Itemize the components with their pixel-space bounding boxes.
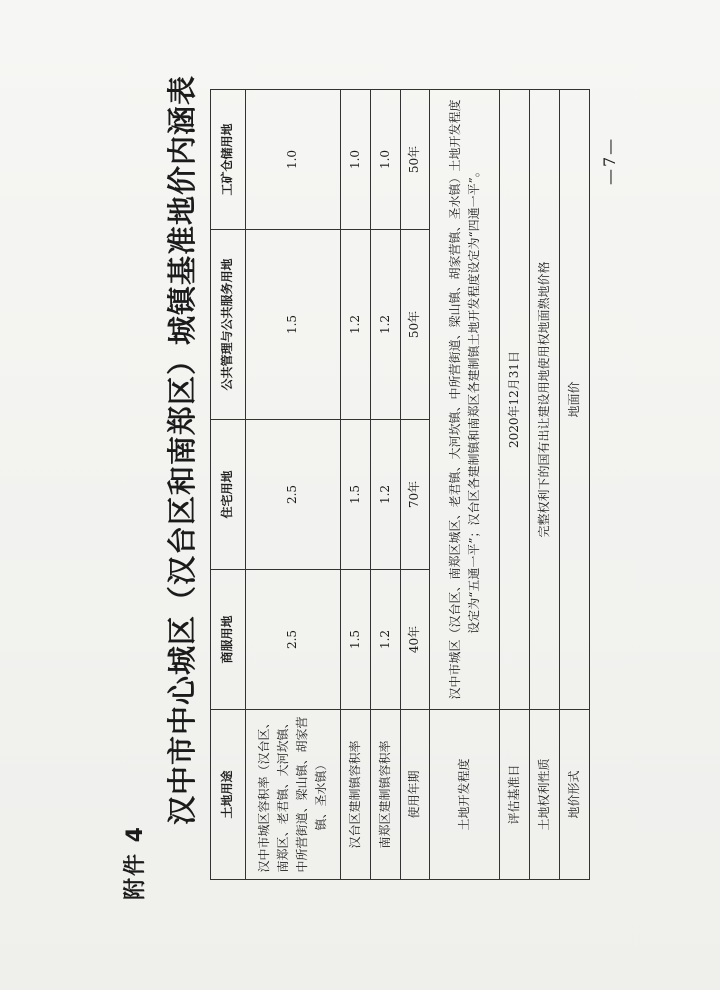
cell-value: 2.5	[246, 570, 341, 710]
header-cell: 住宅用地	[211, 420, 246, 570]
dev-description: 汉中市城区（汉台区、南郑区城区、老君镇、大河坎镇、中所营街道、梁山镇、胡家营镇、圣水镇）土地开发程度设定为“五通一平”；汉台区各建制镇和南郑区各建制镇土地开发程度设定为“四通一平”。	[430, 90, 500, 710]
rights-value: 完整权利下的国有出让建设用地使用权地面熟地价格	[530, 90, 560, 710]
row-label: 评估基准日	[500, 710, 530, 880]
cell-value: 1.0	[246, 90, 341, 230]
cell-value: 1.2	[370, 420, 400, 570]
cell-value: 1.0	[341, 90, 371, 230]
header-cell: 公共管理与公共服务用地	[211, 230, 246, 420]
table-row	[430, 90, 500, 880]
row-label: 土地开发程度	[430, 710, 500, 880]
cell-value: 1.5	[341, 420, 371, 570]
table-row	[500, 90, 530, 880]
row-label: 南郑区建制镇容积率	[370, 710, 400, 880]
row-label: 地价形式	[560, 710, 590, 880]
cell-value: 40年	[400, 570, 430, 710]
table-row	[341, 90, 371, 880]
row-label: 使用年期	[400, 710, 430, 880]
row-label: 土地权利性质	[530, 710, 560, 880]
table-row	[400, 90, 430, 880]
row-label: 汉台区建制镇容积率	[341, 710, 371, 880]
attachment-label: 附件 4	[123, 825, 148, 900]
cell-value: 50年	[400, 230, 430, 420]
table-row	[530, 90, 560, 880]
table-row	[246, 90, 341, 880]
table-row	[370, 90, 400, 880]
form-value: 地面价	[560, 90, 590, 710]
cell-value: 1.2	[341, 230, 371, 420]
page-number: —7—	[600, 136, 619, 185]
table-row	[560, 90, 590, 880]
header-cell: 工矿仓储用地	[211, 90, 246, 230]
cell-value: 70年	[400, 420, 430, 570]
cell-value: 2.5	[246, 420, 341, 570]
cell-value: 50年	[400, 90, 430, 230]
cell-value: 1.5	[246, 230, 341, 420]
table-header-row	[211, 90, 246, 880]
cell-value: 1.2	[370, 230, 400, 420]
cell-value: 1.0	[370, 90, 400, 230]
header-cell: 商服用地	[211, 570, 246, 710]
cell-value: 1.2	[370, 570, 400, 710]
row-label: 汉中市城区容积率（汉台区、南郑区、老君镇、大河坎镇、中所营街道、梁山镇、胡家营镇、圣水镇）	[246, 710, 341, 880]
document-title: 汉中市中心城区（汉台区和南郑区）城镇基准地价内涵表	[165, 74, 199, 825]
land-price-table	[210, 89, 590, 880]
date-value: 2020年12月31日	[500, 90, 530, 710]
header-cell: 土地用途	[211, 710, 246, 880]
cell-value: 1.5	[341, 570, 371, 710]
